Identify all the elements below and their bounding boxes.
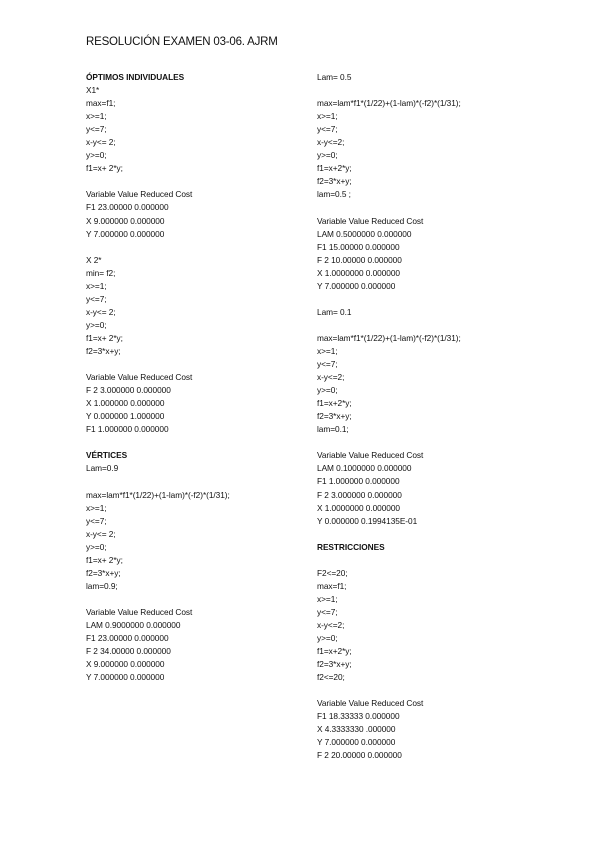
text-line: LAM 0.1000000 0.000000 [317,463,412,474]
text-line: x>=1; [317,111,338,122]
text-line: y>=0; [86,541,107,552]
text-line: Lam= 0.5 [317,72,352,82]
text-line: f2=3*x+y; [317,411,352,422]
text-line: y>=0; [86,150,107,161]
blank-line [317,436,587,449]
blank-line [317,684,587,697]
text-line: max=f1; [86,98,116,109]
text-line: Lam=0.9 [86,463,119,474]
text-line: F 2 3.000000 0.000000 [86,385,171,396]
text-line: x-y<= 2; [86,137,116,148]
text-line: f2<=20; [317,672,345,683]
text-line: X 1.0000000 0.000000 [317,267,400,278]
text-line: X 4.3333330 .000000 [317,724,396,735]
text-line: LAM 0.5000000 0.000000 [317,228,412,239]
text-line: Y 7.000000 0.000000 [317,737,396,748]
text-line: Lam= 0.1 [317,306,352,317]
text-line: x-y<= 2; [86,306,116,317]
text-line: Y 7.000000 0.000000 [86,672,165,683]
text-line: f1=x+2*y; [317,398,352,409]
section-heading: RESTRICCIONES [317,541,385,552]
text-line: f2=3*x+y; [86,345,121,356]
text-line: f2=3*x+y; [317,176,352,187]
blank-line [86,241,311,254]
text-line: Variable Value Reduced Cost [317,450,424,461]
text-line: X 1.0000000 0.000000 [317,502,400,513]
text-line: F 2 3.000000 0.000000 [317,489,402,500]
text-line: F1 1.000000 0.000000 [86,424,169,435]
text-line: x-y<= 2; [86,528,116,539]
text-line: max=f1; [317,580,347,591]
text-line: y<=7; [317,606,338,617]
text-line: f1=x+ 2*y; [86,163,123,174]
text-line: lam=0.1; [317,424,349,435]
blank-line [86,593,311,606]
text-line: y<=7; [86,515,107,526]
blank-line [317,201,587,214]
text-line: Variable Value Reduced Cost [86,372,193,383]
text-line: Y 7.000000 0.000000 [86,228,165,239]
text-line: lam=0.5 ; [317,189,351,200]
blank-line [317,554,587,567]
text-line: max=lam*f1*(1/22)+(1-lam)*(-f2)*(1/31); [86,489,230,500]
text-line: lam=0.9; [86,580,118,591]
text-line: x>=1; [86,502,107,513]
text-line: f2=3*x+y; [86,567,121,578]
text-line: F 2 10.00000 0.000000 [317,254,402,265]
text-line: Variable Value Reduced Cost [317,698,424,709]
blank-line [86,175,311,188]
text-line: y>=0; [317,385,338,396]
text-line: x>=1; [317,593,338,604]
text-line: min= f2; [86,267,116,278]
right-column [317,71,587,762]
blank-line [86,358,311,371]
blank-line [317,528,587,541]
text-line: f1=x+2*y; [317,163,352,174]
text-line: LAM 0.9000000 0.000000 [86,619,181,630]
text-line: Y 0.000000 0.1994135E-01 [317,515,418,526]
text-line: F1 15.00000 0.000000 [317,241,400,252]
text-line: F 2 20.00000 0.000000 [317,750,402,761]
blank-line [317,319,587,332]
text-line: f1=x+ 2*y; [86,332,123,343]
document-title: RESOLUCIÓN EXAMEN 03-06. AJRM [86,36,278,48]
text-line: F2<=20; [317,567,348,578]
blank-line [317,84,587,97]
text-line: X 9.000000 0.000000 [86,659,165,670]
text-line: Variable Value Reduced Cost [317,215,424,226]
text-line: X 2* [86,254,102,265]
blank-line [317,293,587,306]
text-line: x-y<=2; [317,137,345,148]
text-line: y<=7; [317,359,338,370]
text-line: max=lam*f1*(1/22)+(1-lam)*(-f2)*(1/31); [317,98,461,109]
text-line: F1 1.000000 0.000000 [317,476,400,487]
text-line: X1* [86,85,100,96]
text-line: f2=3*x+y; [317,659,352,670]
text-line: y>=0; [317,150,338,161]
text-line: y>=0; [86,319,107,330]
section-heading: ÓPTIMOS INDIVIDUALES [86,72,185,82]
text-line: X 9.000000 0.000000 [86,215,165,226]
text-line: y<=7; [86,293,107,304]
text-line: x-y<=2; [317,619,345,630]
text-line: x>=1; [86,280,107,291]
text-line: Variable Value Reduced Cost [86,606,193,617]
text-line: y<=7; [317,124,338,135]
text-line: Variable Value Reduced Cost [86,189,193,200]
blank-line [86,436,311,449]
text-line: F1 23.00000 0.000000 [86,633,169,644]
text-line: x>=1; [317,345,338,356]
text-line: y<=7; [86,124,107,135]
text-line: Y 7.000000 0.000000 [317,280,396,291]
text-line: y>=0; [317,633,338,644]
text-line: f1=x+ 2*y; [86,554,123,565]
text-line: x>=1; [86,111,107,122]
blank-line [86,475,311,488]
text-line: F1 18.33333 0.000000 [317,711,400,722]
text-line: x-y<=2; [317,372,345,383]
section-heading: VÉRTICES [86,450,128,461]
left-column [86,71,311,684]
text-line: Y 0.000000 1.000000 [86,411,165,422]
text-line: X 1.000000 0.000000 [86,398,165,409]
text-line: F 2 34.00000 0.000000 [86,646,171,657]
text-line: F1 23.00000 0.000000 [86,202,169,213]
text-line: f1=x+2*y; [317,646,352,657]
text-line: max=lam*f1*(1/22)+(1-lam)*(-f2)*(1/31); [317,332,461,343]
